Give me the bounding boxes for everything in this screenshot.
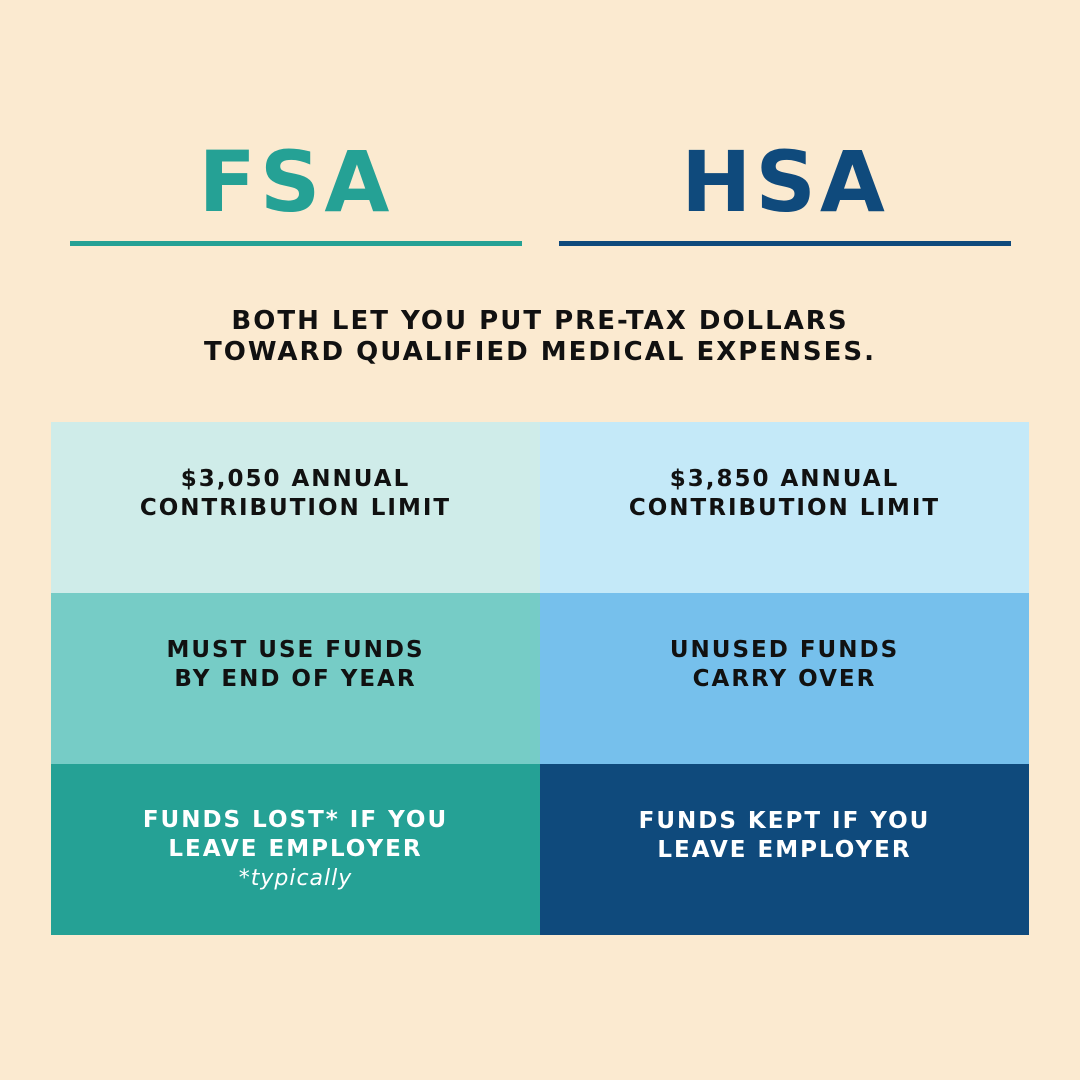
cell-line: BY END OF YEAR [174,665,417,692]
cell-line: CARRY OVER [692,665,877,692]
hsa-contribution-limit-cell [540,422,1029,593]
cell-line: CONTRIBUTION LIMIT [628,494,941,521]
hsa-leave-employer-cell [540,764,1029,935]
cell-line: $3,050 ANNUAL [180,465,411,492]
fsa-contribution-limit-cell [51,422,540,593]
comparison-grid [51,422,1029,935]
fsa-leave-employer-cell [51,764,540,935]
footnote: *typically [238,865,353,891]
cell-line: FUNDS LOST* IF YOU [142,806,449,833]
fsa-underline [70,241,522,246]
hsa-carry-over-cell [540,593,1029,764]
intro-line-2: TOWARD QUALIFIED MEDICAL EXPENSES. [204,337,876,367]
cell-line: UNUSED FUNDS [669,636,900,663]
hsa-underline [559,241,1011,246]
fsa-heading: FSA [198,133,394,231]
cell-line: LEAVE EMPLOYER [168,835,423,862]
cell-line: LEAVE EMPLOYER [657,836,912,863]
fsa-use-funds-cell [51,593,540,764]
intro-text [100,306,980,368]
cell-line: CONTRIBUTION LIMIT [139,494,452,521]
cell-line: FUNDS KEPT IF YOU [638,807,931,834]
hsa-heading: HSA [681,133,889,231]
cell-line: MUST USE FUNDS [166,636,425,663]
cell-line: $3,850 ANNUAL [669,465,900,492]
intro-line-1: BOTH LET YOU PUT PRE-TAX DOLLARS [231,306,849,336]
